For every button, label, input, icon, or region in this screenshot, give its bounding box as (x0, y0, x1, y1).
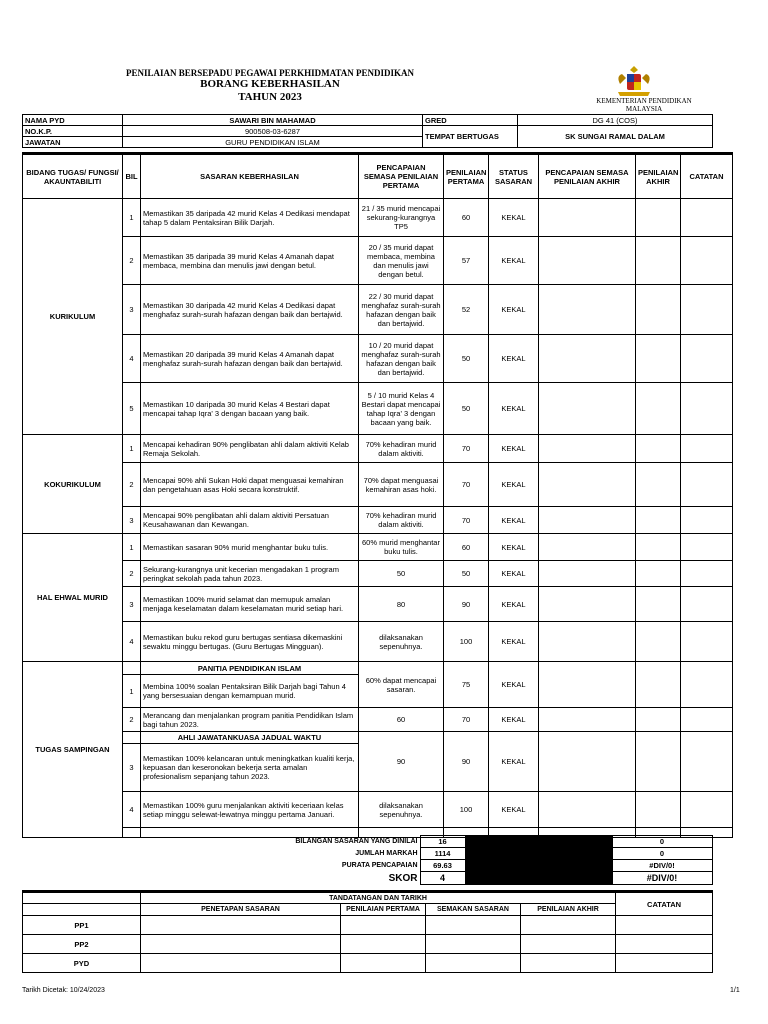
row-status: KEKAL (489, 383, 539, 435)
tempat-value: SK SUNGAI RAMAL DALAM (518, 126, 713, 148)
row-catatan (681, 199, 733, 237)
gred-value: DG 41 (COS) (518, 115, 713, 126)
row-penilaian: 90 (444, 732, 489, 792)
row-status: KEKAL (489, 732, 539, 792)
col-pencapaian-pertama: PENCAPAIAN SEMASA PENILAIAN PERTAMA (359, 154, 444, 199)
row-status: KEKAL (489, 622, 539, 662)
signature-catatan: CATATAN (616, 892, 713, 916)
row-pencapaian: 70% dapat menguasai kemahiran asas hoki. (359, 463, 444, 507)
row-status: KEKAL (489, 507, 539, 534)
row-bil (123, 732, 141, 744)
jawatan-label: JAWATAN (23, 137, 123, 148)
row-bil: 3 (123, 744, 141, 792)
row-penilaian-akhir (636, 237, 681, 285)
sig-cell[interactable] (141, 916, 341, 935)
row-penilaian-akhir (636, 383, 681, 435)
col-sasaran: SASARAN KEBERHASILAN (141, 154, 359, 199)
sig-cell[interactable] (341, 935, 426, 954)
row-pencapaian-akhir (539, 285, 636, 335)
row-sasaran: Memastikan 100% guru menjalankan aktiviti keceriaan kelas setiap minggu selewat-lewatnya minggu pertama Januari. (141, 792, 359, 828)
row-penilaian-akhir (636, 463, 681, 507)
sig-row-pyd: PYD (23, 954, 141, 973)
row-catatan (681, 622, 733, 662)
row-pencapaian-akhir (539, 792, 636, 828)
row-pencapaian-akhir (539, 237, 636, 285)
row-pencapaian: 80 (359, 587, 444, 622)
row-catatan (681, 435, 733, 463)
sig-cell[interactable] (616, 916, 713, 935)
row-pencapaian: 90 (359, 732, 444, 792)
purata-value-2: #DIV/0! (612, 860, 712, 872)
row-pencapaian: 22 / 30 murid dapat menghafaz surah-surah hafazan dengan baik dan bertajwid. (359, 285, 444, 335)
jumlah-value-1: 1114 (420, 848, 465, 860)
row-bil: 2 (123, 561, 141, 587)
table-row (23, 507, 733, 534)
row-penilaian: 57 (444, 237, 489, 285)
table-row (23, 463, 733, 507)
row-sasaran: Mencapai 90% penglibatan ahli dalam aktiviti Persatuan Keusahawanan dan Kewangan. (141, 507, 359, 534)
row-sasaran: Sekurang-kurangnya unit kecerian mengadakan 1 program peringkat sekolah pada tahun 2023. (141, 561, 359, 587)
row-catatan (681, 708, 733, 732)
row-catatan (681, 507, 733, 534)
table-row (23, 534, 733, 561)
row-pencapaian-akhir (539, 732, 636, 792)
table-row (23, 708, 733, 732)
table-row (23, 587, 733, 622)
nama-label: NAMA PYD (23, 115, 123, 126)
sig-cell[interactable] (341, 916, 426, 935)
row-catatan (681, 587, 733, 622)
row-penilaian-akhir (636, 792, 681, 828)
row-pencapaian-akhir (539, 708, 636, 732)
row-status: KEKAL (489, 435, 539, 463)
row-bil: 3 (123, 507, 141, 534)
row-penilaian: 60 (444, 534, 489, 561)
row-bil: 2 (123, 463, 141, 507)
table-row (23, 732, 733, 744)
row-bil: 3 (123, 587, 141, 622)
tempat-label: TEMPAT BERTUGAS (423, 126, 518, 148)
sig-col-penilaian-akhir: PENILAIAN AKHIR (521, 904, 616, 916)
row-penilaian-akhir (636, 662, 681, 708)
row-pencapaian: 60% murid menghantar buku tulis. (359, 534, 444, 561)
row-catatan (681, 237, 733, 285)
row-penilaian-akhir (636, 507, 681, 534)
col-catatan: CATATAN (681, 154, 733, 199)
row-bil: 4 (123, 335, 141, 383)
row-pencapaian-akhir (539, 561, 636, 587)
table-row (23, 285, 733, 335)
row-status: KEKAL (489, 662, 539, 708)
purata-value-1: 69.63 (420, 860, 465, 872)
row-pencapaian: 50 (359, 561, 444, 587)
row-sasaran: Memastikan sasaran 90% murid menghantar buku tulis. (141, 534, 359, 561)
print-date: Tarikh Dicetak: 10/24/2023 (22, 987, 105, 994)
row-bil: 1 (123, 675, 141, 708)
row-bil: 4 (123, 792, 141, 828)
sig-cell[interactable] (341, 954, 426, 973)
summary-table (22, 835, 713, 885)
form-year: TAHUN 2023 (238, 91, 302, 103)
row-bil: 1 (123, 199, 141, 237)
row-penilaian: 70 (444, 708, 489, 732)
row-catatan (681, 662, 733, 708)
info-table (22, 114, 713, 148)
row-catatan (681, 732, 733, 792)
row-penilaian: 50 (444, 561, 489, 587)
sig-cell[interactable] (426, 935, 521, 954)
signature-table (22, 890, 713, 973)
row-penilaian-akhir (636, 732, 681, 792)
form-header-line1: PENILAIAN BERSEPADU PEGAWAI PERKHIDMATAN PENDIDIKAN (125, 68, 415, 78)
row-status: KEKAL (489, 463, 539, 507)
row-penilaian-akhir (636, 534, 681, 561)
table-row (23, 383, 733, 435)
row-status: KEKAL (489, 534, 539, 561)
row-penilaian-akhir (636, 587, 681, 622)
row-pencapaian: dilaksanakan sepenuhnya. (359, 622, 444, 662)
sig-cell[interactable] (521, 916, 616, 935)
row-penilaian: 75 (444, 662, 489, 708)
row-penilaian: 90 (444, 587, 489, 622)
row-penilaian: 60 (444, 199, 489, 237)
row-pencapaian-akhir (539, 383, 636, 435)
row-penilaian: 52 (444, 285, 489, 335)
sig-cell[interactable] (426, 916, 521, 935)
col-status: STATUS SASARAN (489, 154, 539, 199)
subheading-panitia: PANITIA PENDIDIKAN ISLAM (141, 662, 359, 675)
row-catatan (681, 792, 733, 828)
skor-value-1: 4 (420, 872, 465, 885)
row-penilaian: 70 (444, 435, 489, 463)
skor-value-2: #DIV/0! (612, 872, 712, 885)
section-tugas-sampingan: TUGAS SAMPINGAN (23, 662, 123, 838)
row-pencapaian: 5 / 10 murid Kelas 4 Bestari dapat mencapai tahap Iqra' 3 dengan bacaan yang baik. (359, 383, 444, 435)
sig-cell[interactable] (141, 935, 341, 954)
skor-label: SKOR (388, 872, 418, 884)
sig-cell[interactable] (521, 954, 616, 973)
row-bil: 5 (123, 383, 141, 435)
row-penilaian: 100 (444, 792, 489, 828)
row-penilaian-akhir (636, 199, 681, 237)
row-pencapaian-akhir (539, 662, 636, 708)
form-title: BORANG KEBERHASILAN (200, 78, 340, 90)
row-pencapaian-akhir (539, 534, 636, 561)
row-penilaian: 50 (444, 335, 489, 383)
ministry-crest-icon (612, 64, 656, 98)
row-bil: 2 (123, 237, 141, 285)
row-penilaian: 100 (444, 622, 489, 662)
row-penilaian-akhir (636, 435, 681, 463)
row-pencapaian: 10 / 20 murid dapat menghafaz surah-surah hafazan dengan baik dan bertajwid. (359, 335, 444, 383)
section-kokurikulum: KOKURIKULUM (23, 435, 123, 534)
row-sasaran: Memastikan 100% kelancaran untuk meningkatkan kualiti kerja, kepuasan dan keseronokan bekerja serta amalan profesionalism sepanjang tahun 2023. (141, 744, 359, 792)
sig-row-pp2: PP2 (23, 935, 141, 954)
row-status: KEKAL (489, 199, 539, 237)
sig-col-penilaian-pertama: PENILAIAN PERTAMA (341, 904, 426, 916)
row-bil: 4 (123, 622, 141, 662)
row-catatan (681, 561, 733, 587)
nokp-value: 900508-03-6287 (123, 126, 423, 137)
nokp-label: NO.K.P. (23, 126, 123, 137)
row-penilaian-akhir (636, 335, 681, 383)
table-row (23, 561, 733, 587)
sig-row-pp1: PP1 (23, 916, 141, 935)
bilangan-label: BILANGAN SASARAN YANG DINILAI (295, 838, 418, 845)
row-pencapaian: 20 / 35 murid dapat membaca, membina dan menulis jawi dengan betul. (359, 237, 444, 285)
row-pencapaian-akhir (539, 463, 636, 507)
row-sasaran: Memastikan 100% murid selamat dan memupuk amalan menjaga keselamatan dalam keselamatan murid setiap hari. (141, 587, 359, 622)
row-catatan (681, 383, 733, 435)
row-status: KEKAL (489, 561, 539, 587)
table-row (23, 237, 733, 285)
section-kurikulum: KURIKULUM (23, 199, 123, 435)
row-sasaran: Memastikan 35 daripada 42 murid Kelas 4 Dedikasi mendapat tahap 5 dalam Pentaksiran Bilik Darjah. (141, 199, 359, 237)
row-bil: 3 (123, 285, 141, 335)
row-pencapaian-akhir (539, 587, 636, 622)
row-catatan (681, 335, 733, 383)
row-status: KEKAL (489, 708, 539, 732)
jawatan-value: GURU PENDIDIKAN ISLAM (123, 137, 423, 148)
row-status: KEKAL (489, 587, 539, 622)
row-pencapaian: 21 / 35 murid mencapai sekurang-kurangnya TP5 (359, 199, 444, 237)
row-bil: 1 (123, 534, 141, 561)
row-status: KEKAL (489, 792, 539, 828)
row-pencapaian-akhir (539, 335, 636, 383)
row-pencapaian: dilaksanakan sepenuhnya. (359, 792, 444, 828)
row-status: KEKAL (489, 335, 539, 383)
row-status: KEKAL (489, 237, 539, 285)
signature-title: TANDATANGAN DAN TARIKH (141, 892, 616, 904)
table-row (23, 662, 733, 675)
col-bil: BIL (123, 154, 141, 199)
sig-cell[interactable] (616, 954, 713, 973)
ministry-name: KEMENTERIAN PENDIDIKAN MALAYSIA (596, 97, 692, 113)
col-penilaian-akhir: PENILAIAN AKHIR (636, 154, 681, 199)
table-row (23, 199, 733, 237)
row-catatan (681, 285, 733, 335)
row-bil (123, 662, 141, 675)
nama-value: SAWARI BIN MAHAMAD (123, 115, 423, 126)
table-row (23, 792, 733, 828)
sig-cell[interactable] (141, 954, 341, 973)
row-sasaran: Memastikan 35 daripada 39 murid Kelas 4 Amanah dapat membaca, membina dan menulis jawi dengan betul. (141, 237, 359, 285)
sig-cell[interactable] (521, 935, 616, 954)
table-row (23, 435, 733, 463)
sig-col-penetapan: PENETAPAN SASARAN (141, 904, 341, 916)
row-sasaran: Mencapai kehadiran 90% penglibatan ahli dalam aktiviti Kelab Remaja Sekolah. (141, 435, 359, 463)
row-penilaian-akhir (636, 561, 681, 587)
bilangan-value-2: 0 (612, 836, 712, 848)
row-sasaran: Membina 100% soalan Pentaksiran Bilik Darjah bagi Tahun 4 yang bersesuaian dengan kemampuan murid. (141, 675, 359, 708)
row-penilaian: 70 (444, 463, 489, 507)
sig-col-semakan: SEMAKAN SASARAN (426, 904, 521, 916)
row-bil: 1 (123, 435, 141, 463)
row-pencapaian-akhir (539, 199, 636, 237)
row-catatan (681, 463, 733, 507)
row-catatan (681, 534, 733, 561)
col-penilaian-pertama: PENILAIAN PERTAMA (444, 154, 489, 199)
keberhasilan-table (22, 152, 733, 838)
row-penilaian-akhir (636, 708, 681, 732)
row-penilaian-akhir (636, 285, 681, 335)
gred-label: GRED (423, 115, 518, 126)
col-pencapaian-akhir: PENCAPAIAN SEMASA PENILAIAN AKHIR (539, 154, 636, 199)
row-sasaran: Memastikan 10 daripada 30 murid Kelas 4 Bestari dapat mencapai tahap Iqra' 3 dengan bacaan yang baik. (141, 383, 359, 435)
col-bidang: BIDANG TUGAS/ FUNGSI/ AKAUNTABILITI (23, 154, 123, 199)
row-pencapaian-akhir (539, 507, 636, 534)
row-sasaran: Memastikan 30 daripada 42 murid Kelas 4 Dedikasi dapat menghafaz surah-surah hafazan dengan baik dan bertajwid. (141, 285, 359, 335)
row-sasaran: Mencapai 90% ahli Sukan Hoki dapat menguasai kemahiran dan pengetahuan asas Hoki secara konstruktif. (141, 463, 359, 507)
section-hal-ehwal-murid: HAL EHWAL MURID (23, 534, 123, 662)
row-penilaian-akhir (636, 622, 681, 662)
row-pencapaian: 70% kehadiran murid dalam aktiviti. (359, 435, 444, 463)
row-penilaian: 50 (444, 383, 489, 435)
purata-label: PURATA PENCAPAIAN (341, 862, 418, 869)
row-pencapaian: 60 (359, 708, 444, 732)
row-pencapaian-akhir (539, 435, 636, 463)
jumlah-value-2: 0 (612, 848, 712, 860)
bilangan-value-1: 16 (420, 836, 465, 848)
table-row (23, 622, 733, 662)
row-sasaran: Merancang dan menjalankan program panitia Pendidikan Islam bagi tahun 2023. (141, 708, 359, 732)
row-penilaian: 70 (444, 507, 489, 534)
table-row (23, 335, 733, 383)
row-pencapaian: 70% kehadiran murid dalam aktiviti. (359, 507, 444, 534)
row-pencapaian-akhir (539, 622, 636, 662)
row-status: KEKAL (489, 285, 539, 335)
row-pencapaian: 60% dapat mencapai sasaran. (359, 662, 444, 708)
row-sasaran: Memastikan buku rekod guru bertugas sentiasa dikemaskini sewaktu minggu bertugas. (Guru Bertugas Mingguan). (141, 622, 359, 662)
row-sasaran: Memastikan 20 daripada 39 murid Kelas 4 Amanah dapat menghafaz surah-surah hafazan dengan baik dan bertajwid. (141, 335, 359, 383)
page-number: 1/1 (730, 987, 740, 994)
sig-cell[interactable] (426, 954, 521, 973)
row-bil: 2 (123, 708, 141, 732)
sig-cell[interactable] (616, 935, 713, 954)
jumlah-label: JUMLAH MARKAH (355, 850, 418, 857)
subheading-jadual-waktu: AHLI JAWATANKUASA JADUAL WAKTU (141, 732, 359, 744)
